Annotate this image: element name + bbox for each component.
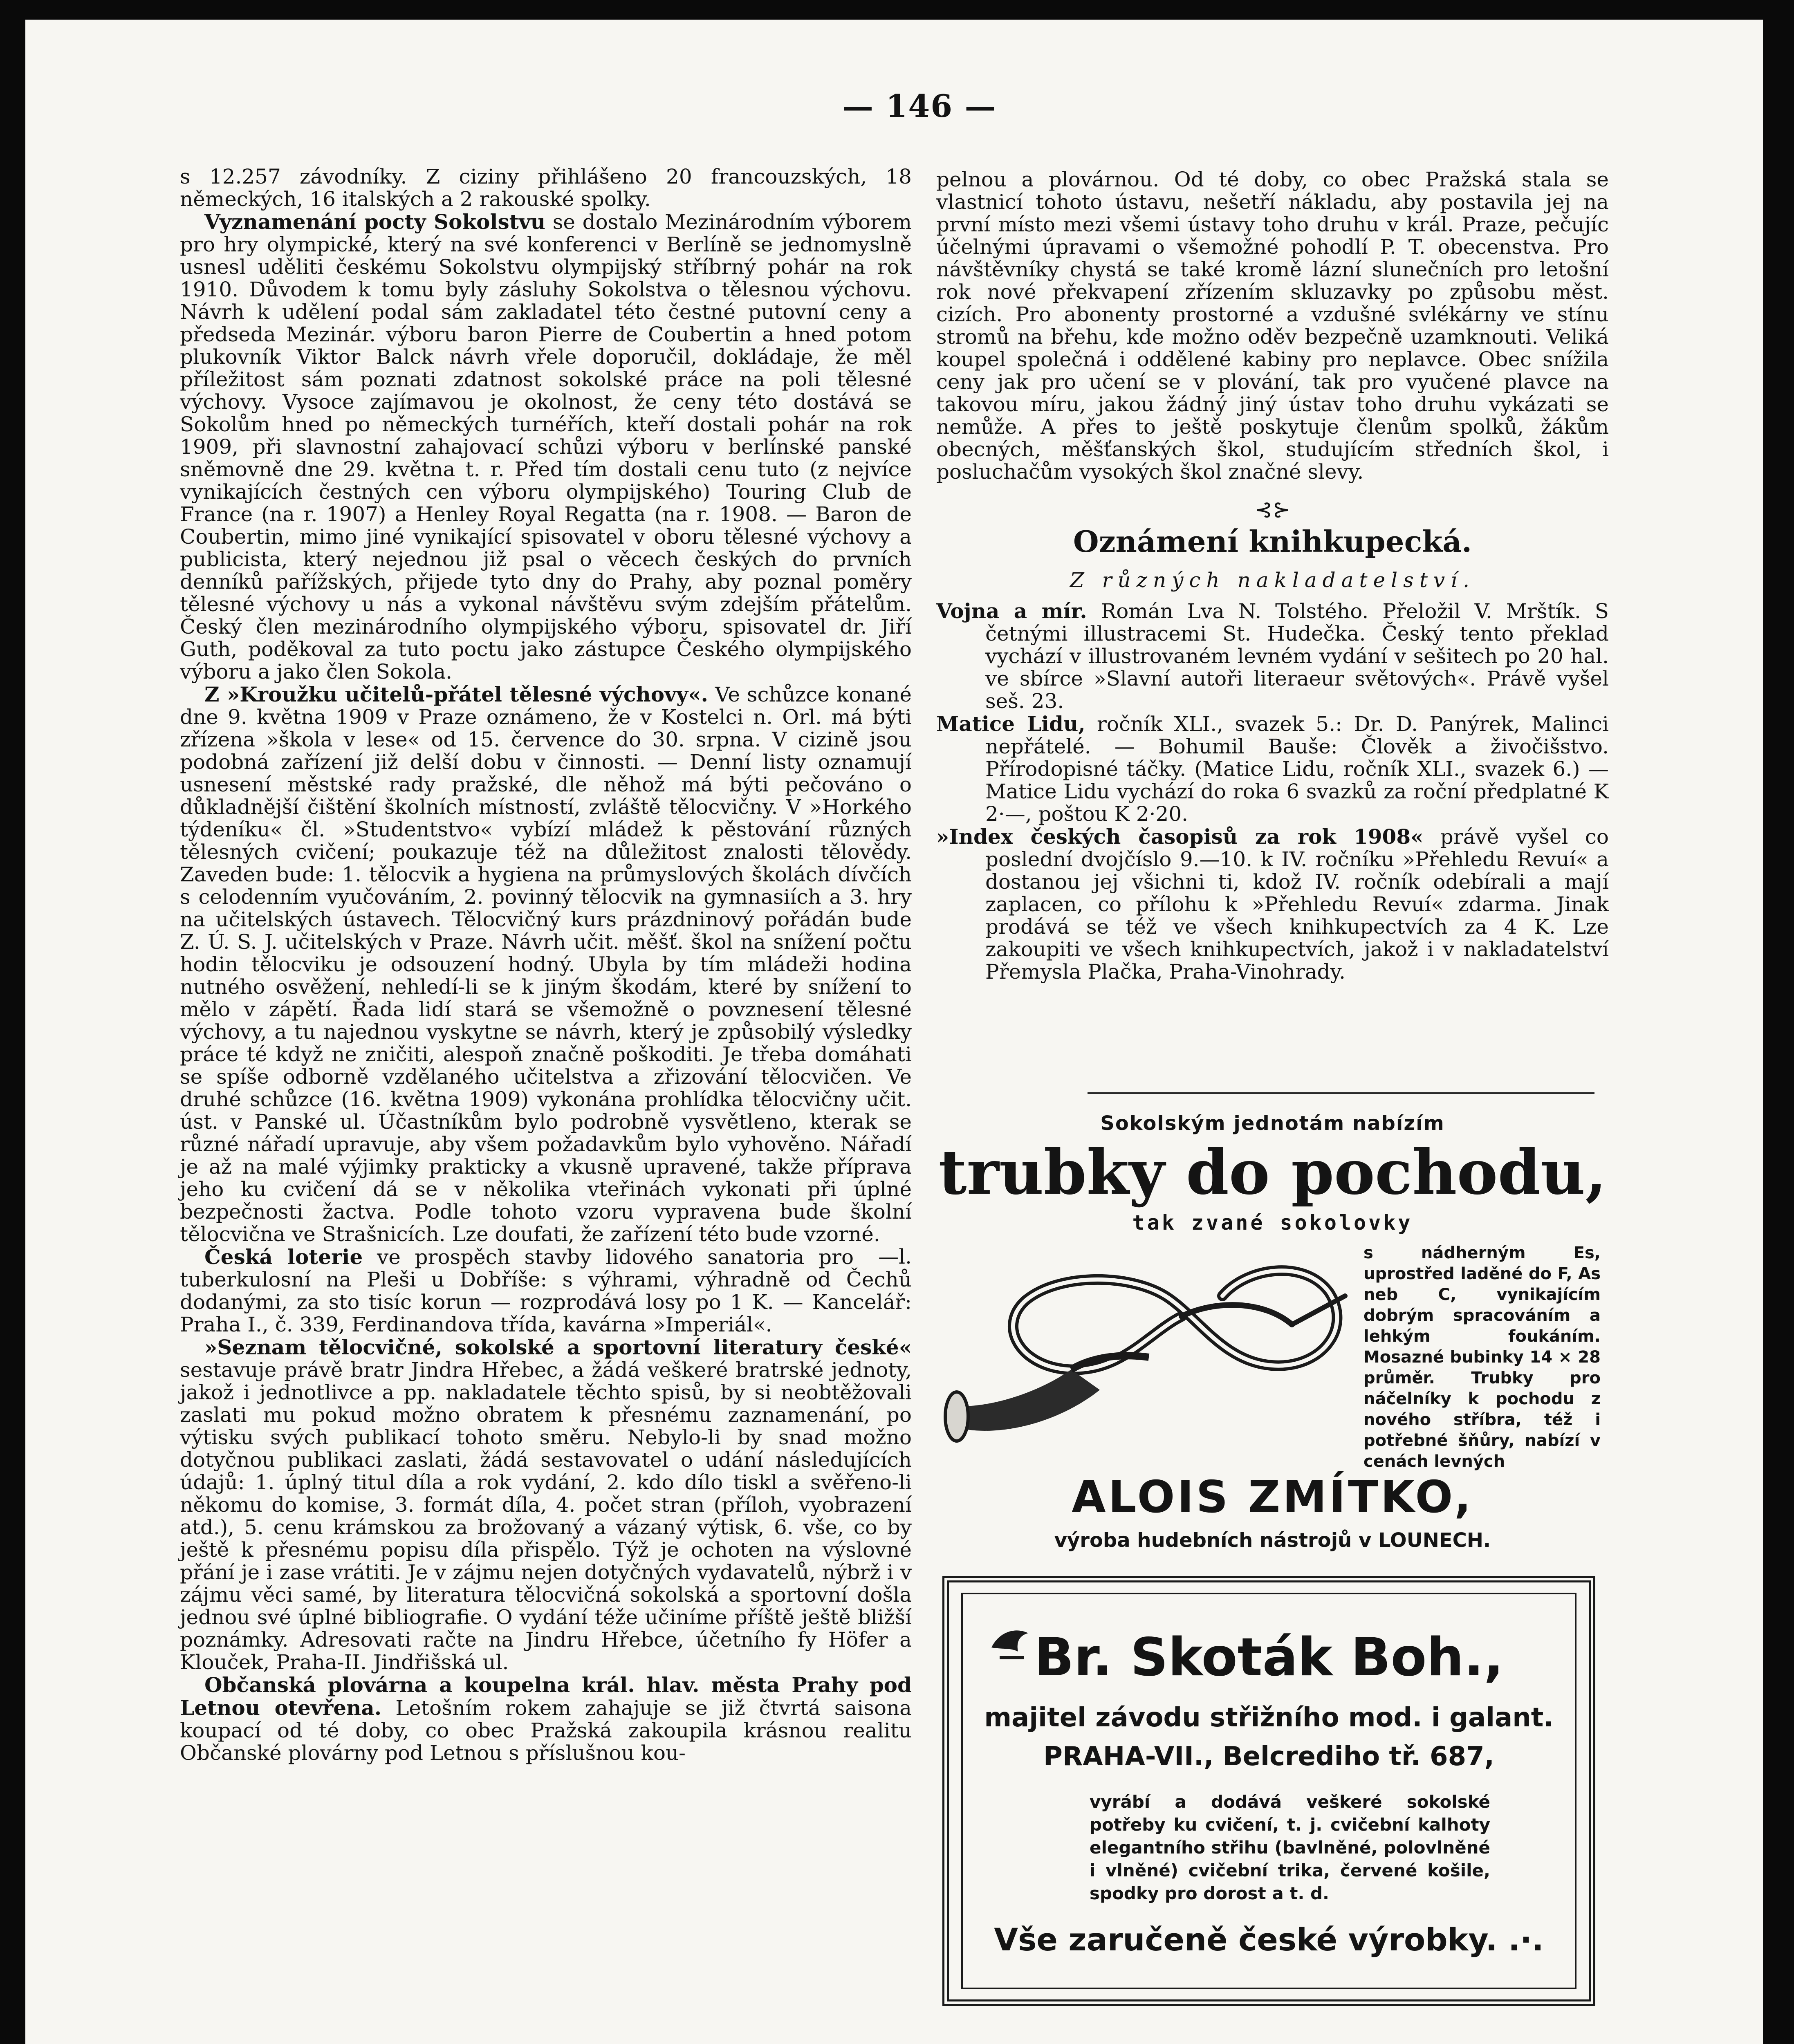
book-entry — [936, 713, 1609, 825]
ad-description: vyrábí a dodává veškeré sokolské potřeby ku cvičení, t. j. cvičební kalhoty elegantního střihu (bavlněné, polovlněné i vlněné) cvičební trika, červené košile, spodky pro dorost a t. d. — [1090, 1792, 1490, 1903]
announcements-subtitle: Z různých nakladatelství. — [1070, 568, 1476, 592]
book-entry-title: »Index českých časopisů za rok 1908« — [936, 825, 1424, 849]
article-text: Letošním rokem zahajuje se již čtvrtá saisona koupací od té doby, co obec Pražská zakoupila krásnou realitu Občanské plovárny pod Letnou s příslušnou kou- — [180, 1696, 912, 1765]
article-heading: Z »Kroužku učitelů-přátel tělesné výchovy«. — [204, 682, 708, 706]
article-paragraph — [180, 1674, 912, 1764]
article-heading: Občanská plovárna a koupelna král. hlav. města Prahy pod Letnou otevřena. — [180, 1673, 912, 1720]
article-paragraph: pelnou a plovárnou. Od té doby, co obec Pražská stala se vlastnicí tohoto ústavu, nešetří nákladu, aby postavila jej na první místo mezi všemi ústavy toho druhu v král. Praze, pečujíc účelnými úpravami o všemožné pohodlí P. T. obecenstva. Pro návštěvníky chystá se také kromě lázní slunečních pro letošní rok nové překvapení zřízením skluzavky po způsobu měst. cizích. Pro abonenty prostorné a vzdušné svlékárny ve stínu stromů na břehu, kde možno oděv bezpečně uzamknouti. Veliká koupel společná i oddělené kabiny pro neplavce. Obec snížila ceny jak pro učení se v plování, tak pro vyučené plavce na takovou míru, jakou žádný jiný ústav toho druhu vykázati se nemůže. A přes to ještě poskytuje členům spolků, žákům obecných, měšťanských škol, studujícím středních škol, i posluchačům vysokých škol značné slevy. — [936, 168, 1609, 484]
article-signature: —l. — [878, 1245, 912, 1269]
article-paragraph — [180, 1246, 912, 1336]
article-text: se dostalo Mezinárodním výborem pro hry olympické, který na své konferenci v Berlíně se jednomyslně usnesl uděliti českému Sokolstvu olympijský stříbrný pohár na rok 1910. Důvodem k tomu byly zásluhy Sokolstva o tělesnou výchovu. Návrh k udělení podal sám zakladatel této čestné putovní ceny a předseda Mezinár. výboru baron Pierre de Coubertin a hned potom plukovník Viktor Balck návrh vřele doporučil, dokládaje, že měl příležitost sám poznati zdatnost sokolské práce na poli tělesné výchovy. Vysoce zajímavou je okolnost, že ceny této dostává se Sokolům hned po německých turnéřích, kteří dostali pohár na rok 1909, při slavnostní zahajovací schůzi výboru v berlínské panské sněmovně dne 29. května t. r. Před tím dostali cenu tuto (z nejvíce vynikajících čestných cen výboru olympijského) Touring Club de France (na r. 1907) a Henley Royal Regatta (na r. 1908. — Baron de Coubertin, mimo jiné vynikající spisovatel v oboru tělesné výchovy a publicista, který nejednou již psal o věcech českých do prvních denníků pařížských, přijede tyto dny do Prahy, aby poznal poměry tělesné výchovy u nás a vykonal návštěvu svým zdejším přátelům. Český člen mezinárodního olympijského výboru, spisovatel dr. Jiří Guth, poděkoval za tuto poctu jako zástupce Českého olympijského výboru a jako člen Sokola. — [180, 210, 912, 684]
ad-title: trubky do pochodu, — [938, 1136, 1607, 1208]
book-entry-text: Román Lva N. Tolstého. Přeložil V. Mrštík. S četnými illustracemi St. Hudečka. Český tento překlad vychází v illustrovaném levném vydání v sešitech po 20 hal. ve sbírce »Slavní autoři literaeur světových«. Právě vyšel seš. 23. — [985, 599, 1609, 713]
right-column — [936, 168, 1609, 983]
book-entry-text: ročník XLI., svazek 5.: Dr. D. Panýrek, Malinci nepřátelé. — Bohumil Bauše: Člověk a živočišstvo. Přírodopisné táčky. (Matice Lidu, ročník XLI., svazek 6.) — Matice Lidu vychází do roka 6 svazků za roční předplatné K 2·—, poštou K 2·20. — [985, 712, 1609, 826]
page-number: — 146 — — [842, 88, 997, 124]
ad-headline: Sokolským jednotám nabízím — [1100, 1112, 1445, 1135]
article-paragraph: s 12.257 závodníky. Z ciziny přihlášeno 20 francouzských, 18 německých, 16 italských a 2 rakouské spolky. — [180, 165, 912, 211]
ad-firm-name: ALOIS ZMÍTKO, — [1072, 1472, 1473, 1523]
book-entry — [936, 600, 1609, 713]
left-column — [180, 166, 912, 1764]
trumpet-icon — [936, 1235, 1366, 1464]
tailor-advertisement — [942, 1576, 1595, 2006]
ad-subtitle: tak zvané sokolovky — [1132, 1211, 1413, 1235]
ad-firm-owner: majitel závodu střižního mod. i galant. — [984, 1703, 1554, 1733]
ad-firm-description: výroba hudebních nástrojů v LOUNECH. — [1054, 1529, 1491, 1552]
book-entry-title: Vojna a mír. — [936, 599, 1087, 623]
article-heading: »Seznam tělocvičné, sokolské a sportovní literatury české« — [204, 1335, 912, 1359]
announcements-title: Oznámení knihkupecká. — [1073, 524, 1472, 559]
trumpet-advertisement — [936, 1104, 1609, 1552]
book-entry-title: Matice Lidu, — [936, 712, 1085, 736]
article-text: ve prospěch stavby lidového sanatoria pro tuberkulosní na Pleši u Dobříše: s výhrami, výhradně od Čechů dodanými, za sto tisíc korun — rozprodává losy po 1 K. — Kancelář: Praha I., č. 339, Ferdinandova třída, kavárna »Imperiál«. — [180, 1245, 912, 1336]
article-text: Ve schůzce konané dne 9. května 1909 v Praze oznámeno, že v Kostelci n. Orl. má býti zřízena »škola v lese« od 15. července do 30. srpna. V cizině jsou podobná zařízení již delší dobu v činnosti. — Denní listy oznamují usnesení městské rady pražské, dle něhož má býti pečováno o důkladnější čištění školních místností, zvláště tělocvičny. V »Horkého týdeníku« čl. »Studentstvo« vybízí mládež k pěstování různých tělesných cvičení; poukazuje též na důležitost znalosti tělovědy. Zaveden bude: 1. tělocvik a hygiena na průmyslových školách dívčích s celodenním vyučováním, 2. povinný tělocvik na gymnasiích a 3. hry na učitelských ústavech. Tělocvičný kurs prázdninový pořádán bude Z. Ú. S. J. učitelských v Praze. Návrh učit. měšť. škol na snížení počtu hodin tělocviku je odsouzení hodný. Ubyla by tím mládeži hodina nutného osvěžení, nehledí-li se k jiným škodám, které by snížení to mělo v zápětí. Řada lidí stará se všemožně o povznesení tělesné výchovy, a tu najednou vyskytne se návrh, který je způsobilý výsledky práce té když ne zničiti, alespoň značně poškoditi. Je třeba domáhati se spíše odborně vzdělaného učitelstva a zřizování tělocvičen. Ve druhé schůzce (16. května 1909) vykonána prohlídka tělocvičny učit. úst. v Panské ul. Účastníkům bylo podrobně vysvětleno, kterak se různé nářadí upravuje, aby všem požadavkům bylo vyhověno. Nářadí je až na malé výjimky prakticky a vkusně upravené, takže příprava jeho ku cvičení dá se v několika vteřinách vykonati při úplné bezpečnosti žactva. Podle tohoto vzoru vypravena bude školní tělocvična ve Strašnicích. Lze doufati, že zařízení této bude vzorné. — [180, 683, 912, 1246]
article-heading: Česká loterie — [204, 1245, 363, 1269]
ad-description: s nádherným Es, uprostřed laděné do F, As neb C, vynikajícím dobrým spracováním a lehkým foukáním. Mosazné bubinky 14 × 28 průměr. Trubky pro náčelníky k pochodu z nového stříbra, též i potřebné šňůry, nabízí v cenách levných — [1363, 1244, 1601, 1471]
ad-inner-frame — [961, 1593, 1576, 1989]
ad-slogan: Vše zaručeně české výrobky. .·. — [994, 1921, 1544, 1958]
ornament-divider: ⊰⊱ — [1254, 498, 1291, 522]
book-entry — [936, 825, 1609, 983]
ad-firm-address: PRAHA-VII., Belcrediho tř. 687, — [1043, 1741, 1494, 1772]
article-text: sestavuje právě bratr Jindra Hřebec, a žádá veškeré bratrské jednoty, jakož i jednotlivce a pp. nakladatele těchto spisů, by si neobtěžovali zaslati mu pokud možno obratem k přesnému zaznamenání, po výtisku svých publikací tohoto směru. Nebylo-li by snad možno dotyčnou publikaci zaslati, žádá sestavovatel o udání následujících údajů: 1. úplný titul díla a rok vydání, 2. kdo dílo tiskl a svěřeno-li někomu do komise, 3. formát díla, 4. počet stran (příloh, vyobrazení atd.), 5. cenu krámskou za brožovaný a vázaný výtisk, 6. vše, co by ještě k přesnému popisu díla přispělo. Týž je ochoten na výslovné přání je i zase vrátiti. Je v zájmu nejen dotyčných vydavatelů, nýbrž i v zájmu věci samé, by literatura tělocvičná sokolská a sportovní došla jednou své úplné bibliografie. O vydání téže učiníme příště ještě bližší poznámky. Adresovati račte na Jindru Hřebce, účetního fy Höfer a Klouček, Praha-II. Jindřišská ul. — [180, 1358, 912, 1674]
article-paragraph — [180, 211, 912, 683]
section-rule — [1088, 1092, 1594, 1094]
article-heading: Vyznamenání pocty Sokolstvu — [204, 210, 546, 234]
book-entry-text: právě vyšel co poslední dvojčíslo 9.—10. k IV. ročníku »Přehledu Revuí« a dostanou jej všichni ti, kdož IV. ročník odebírali a mají zaplacen, co přílohu k »Přehledu Revuí« zdarma. Jinak prodává se též ve všech knihkupectvích za 4 K. Lze zakoupiti ve všech knihkupectvích, jakož i v nakladatelství Přemysla Plačka, Praha-Vinohrady. — [985, 825, 1609, 984]
ad-firm-name: Br. Skoták Boh., — [1034, 1627, 1504, 1688]
article-paragraph — [180, 1336, 912, 1674]
